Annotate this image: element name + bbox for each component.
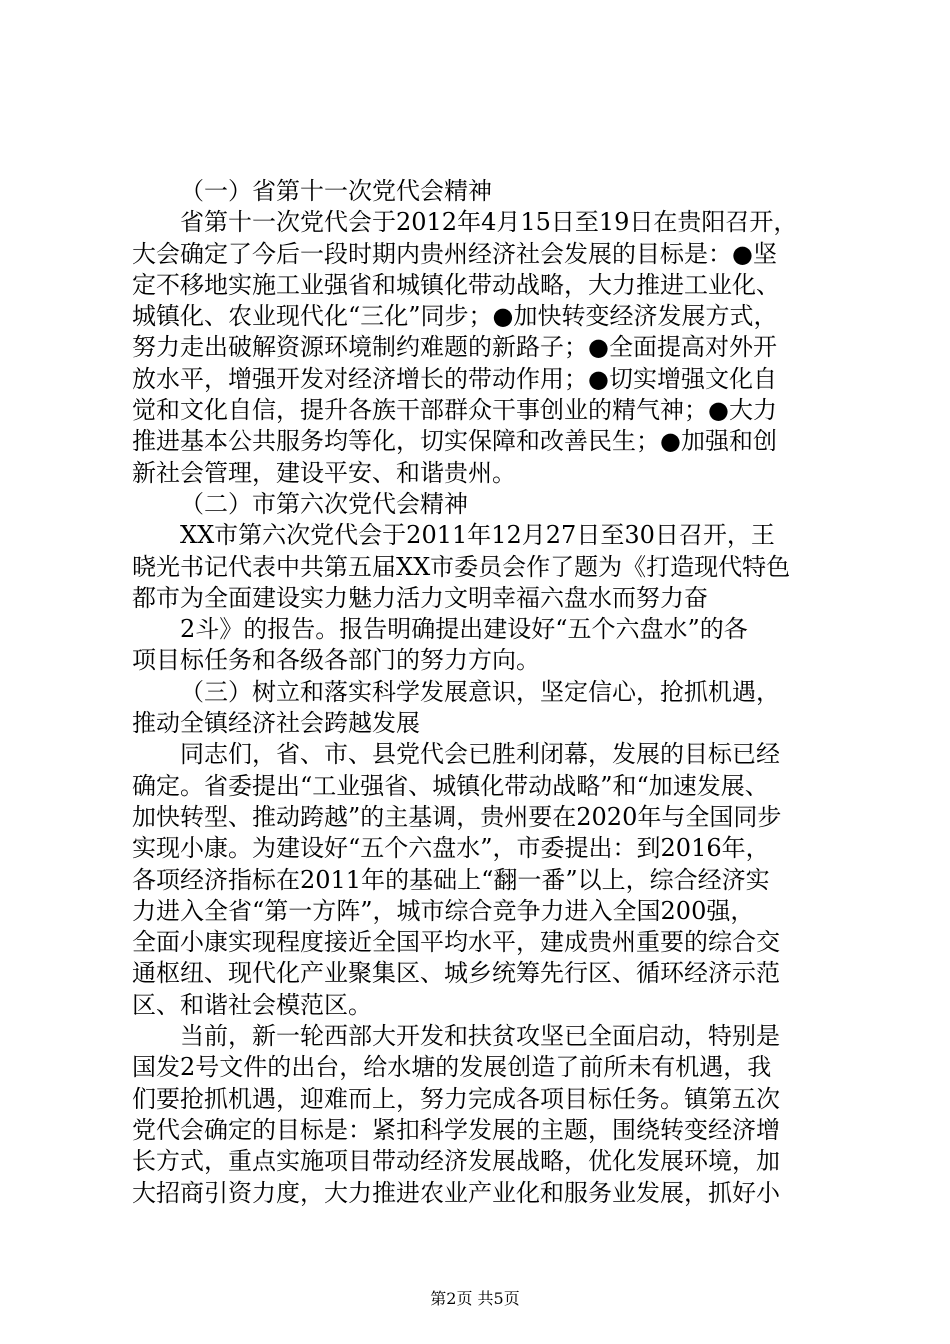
paragraph-line: 晓光书记代表中共第五届XX市委员会作了题为《打造现代特色 [132,552,791,581]
paragraph-line: 国发2号文件的出台，给水塘的发展创造了前所未有机遇，我 [132,1053,772,1082]
paragraph-line: 实现小康。为建设好“五个六盘水”，市委提出：到2016年， [132,834,770,863]
heading-development-awareness: （三）树立和落实科学发展意识，坚定信心，抢抓机遇， [180,677,780,706]
paragraph-line: 长方式，重点实施项目带动经济发展战略，优化发展环境，加 [132,1147,780,1176]
paragraph-line: 力进入全省“第一方阵”，城市综合竞争力进入全国200强， [132,896,755,925]
document-body [132,176,832,1209]
paragraph-line: 党代会确定的目标是：紧扣科学发展的主题，围绕转变经济增 [132,1115,780,1144]
paragraph-line: 项目标任务和各级各部门的努力方向。 [132,646,540,675]
heading-development-awareness-cont: 推动全镇经济社会跨越发展 [132,709,420,738]
paragraph-line: 定不移地实施工业强省和城镇化带动战略，大力推进工业化、 [132,270,780,299]
paragraph-line: 大招商引资力度，大力推进农业产业化和服务业发展，抓好小 [132,1178,780,1207]
paragraph-line: 全面小康实现程度接近全国平均水平，建成贵州重要的综合交 [132,928,780,957]
paragraph-line: 各项经济指标在2011年的基础上“翻一番”以上，综合经济实 [132,865,770,894]
paragraph-line: XX市第六次党代会于2011年12月27日至30日召开，王 [180,521,775,550]
paragraph-line: 新社会管理，建设平安、和谐贵州。 [132,458,516,487]
paragraph-line: 觉和文化自信，提升各族干部群众干事创业的精气神；●大力 [132,396,777,425]
paragraph-line: 加快转型、推动跨越”的主基调，贵州要在2020年与全国同步 [132,802,782,831]
paragraph-line: 大会确定了今后一段时期内贵州经济社会发展的目标是：●坚 [132,239,777,268]
paragraph-line: 省第十一次党代会于2012年4月15日至19日在贵阳召开， [180,208,798,237]
heading-provincial-congress: （一）省第十一次党代会精神 [180,177,492,205]
page-number-footer: 第2页 共5页 [430,1289,520,1308]
paragraph-line: 努力走出破解资源环境制约难题的新路子；●全面提高对外开 [132,333,777,362]
paragraph-line: 2斗》的报告。报告明确提出建设好“五个六盘水”的各 [180,615,748,644]
paragraph-line: 都市为全面建设实力魅力活力文明幸福六盘水而努力奋 [132,583,708,612]
paragraph-line: 们要抢抓机遇，迎难而上，努力完成各项目标任务。镇第五次 [132,1084,780,1113]
paragraph-line: 放水平，增强开发对经济增长的带动作用；●切实增强文化自 [132,364,777,393]
heading-city-congress: （二）市第六次党代会精神 [180,489,468,518]
paragraph-line: 同志们，省、市、县党代会已胜利闭幕，发展的目标已经 [180,740,780,769]
paragraph-line: 城镇化、农业现代化“三化”同步；●加快转变经济发展方式， [132,302,778,331]
paragraph-line: 确定。省委提出“工业强省、城镇化带动战略”和“加速发展、 [132,771,769,800]
paragraph-line: 当前，新一轮西部大开发和扶贫攻坚已全面启动，特别是 [180,1022,780,1051]
paragraph-line: 区、和谐社会模范区。 [132,990,372,1019]
paragraph-line: 通枢纽、现代化产业聚集区、城乡统筹先行区、循环经济示范 [132,959,780,988]
paragraph-line: 推进基本公共服务均等化，切实保障和改善民生；●加强和创 [132,427,777,456]
